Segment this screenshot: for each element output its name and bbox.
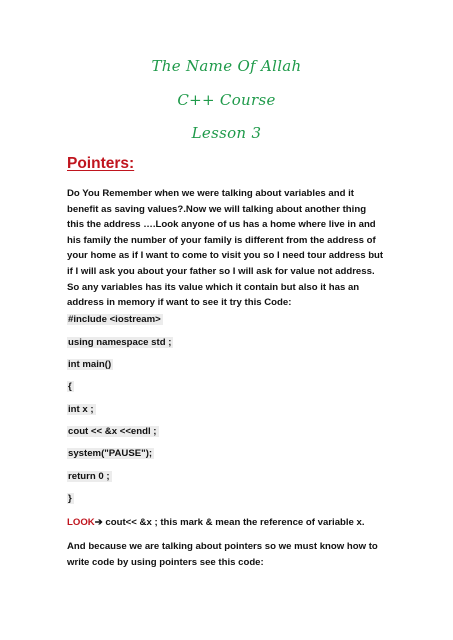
code-text: { xyxy=(68,381,72,392)
code-line-cout xyxy=(67,426,159,438)
look-keyword: LOOK xyxy=(67,517,95,528)
arrow-right-icon: ➔ xyxy=(94,517,103,528)
code-line-return xyxy=(67,471,112,483)
code-line-declare xyxy=(67,404,96,416)
code-text: } xyxy=(68,493,72,504)
intro-paragraph: Do You Remember when we were talking about variables and it benefit as saving values?.Now we will talking about another thing this the address ….Look anyone of us has a home where live in and his family the number of your family is different from the address of your home as if I want to come to visit you so I need tour address but if I will ask you about your father so I will ask for value not address. So any variables has its value which it contain but also it has an address in memory if want to see it try this Code: xyxy=(67,188,384,309)
code-line-include xyxy=(67,314,163,326)
section-heading-pointers: Pointers: xyxy=(67,155,135,172)
title-lesson: Lesson 3 xyxy=(191,124,262,142)
code-line-system xyxy=(67,448,154,460)
code-text: int main() xyxy=(68,359,112,370)
look-note xyxy=(67,517,365,528)
code-text: int x ; xyxy=(68,404,94,415)
code-text: system("PAUSE"); xyxy=(68,448,153,459)
code-text: #include <iostream> xyxy=(68,314,161,325)
code-line-close-brace xyxy=(67,493,74,505)
code-line-main xyxy=(67,359,113,371)
code-text: cout << &x <<endl ; xyxy=(68,426,157,437)
code-text: return 0 ; xyxy=(68,471,110,482)
title-name-of-allah: The Name Of Allah xyxy=(151,57,302,75)
title-course: C++ Course xyxy=(177,91,276,109)
code-line-open-brace xyxy=(67,381,74,393)
code-text: using namespace std ; xyxy=(68,337,172,348)
look-text: cout<< &x ; this mark & mean the reference of variable x. xyxy=(102,517,365,528)
closing-paragraph: And because we are talking about pointers so we must know how to write code by using pointers see this code: xyxy=(67,541,378,568)
code-line-namespace xyxy=(67,337,173,349)
